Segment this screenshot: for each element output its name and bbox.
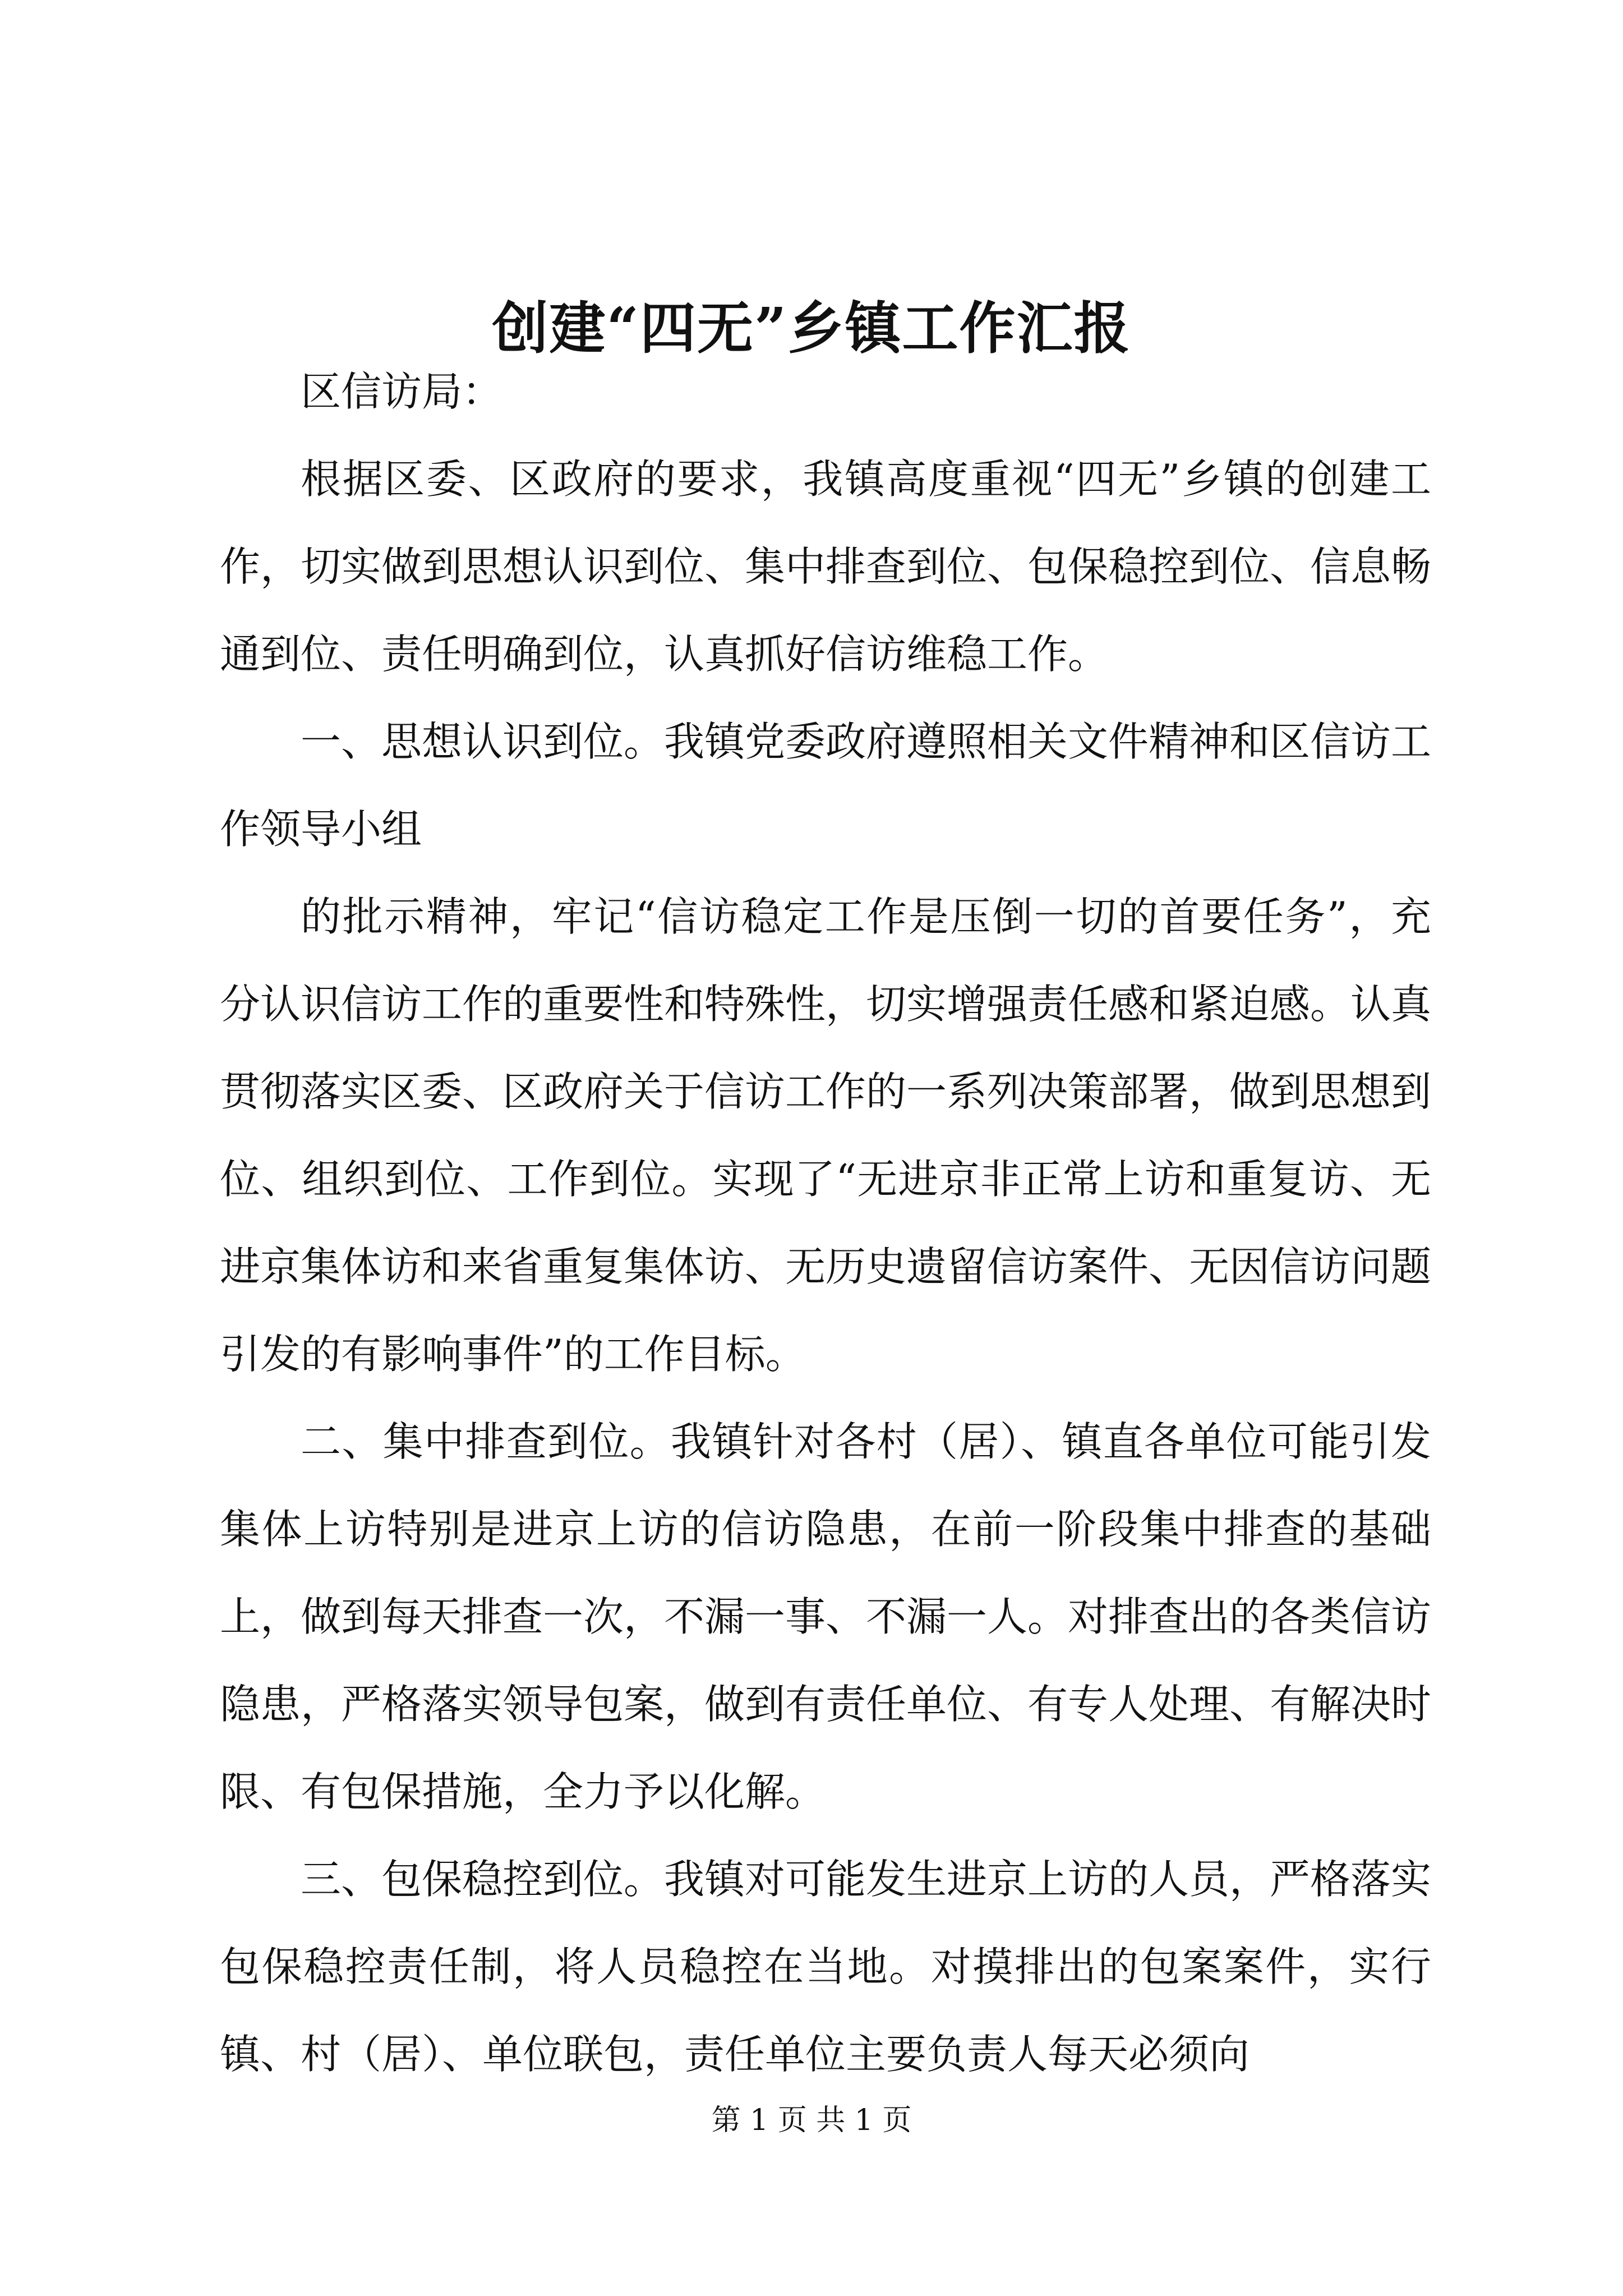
paragraph-intro: 根据区委、区政府的要求，我镇高度重视“四无”乡镇的创建工作，切实做到思想认识到位、集中排查到位、包保稳控到位、信息畅通到位、责任明确到位，认真抓好信访维稳工作。 — [220, 455, 1432, 678]
paragraph-section-1-continued: 的批示精神，牢记“信访稳定工作是压倒一切的首要任务”，充分认识信访工作的重要性和特殊性，切实增强责任感和紧迫感。认真贯彻落实区委、区政府关于信访工作的一系列决策部署，做到思想到位、组织到位、工作到位。实现了“无进京非正常上访和重复访、无进京集体访和来省重复集体访、无历史遗留信访案件、无因信访问题引发的有影响事件”的工作目标。 — [220, 893, 1432, 1378]
paragraph-section-2: 二、集中排查到位。我镇针对各村（居）、镇直各单位可能引发集体上访特别是进京上访的信访隐患，在前一阶段集中排查的基础上，做到每天排查一次，不漏一事、不漏一人。对排查出的各类信访隐患，严格落实领导包案，做到有责任单位、有专人处理、有解决时限、有包保措施，全力予以化解。 — [220, 1418, 1432, 1815]
paragraph-section-1: 一、思想认识到位。我镇党委政府遵照相关文件精神和区信访工作领导小组 — [220, 718, 1432, 853]
paragraph-section-3: 三、包保稳控到位。我镇对可能发生进京上访的人员，严格落实包保稳控责任制，将人员稳控在当地。对摸排出的包案案件，实行镇、村（居）、单位联包，责任单位主要负责人每天必须向 — [220, 1856, 1432, 2078]
salutation: 区信访局： — [301, 368, 503, 415]
page-footer: 第 1 页 共 1 页 — [711, 2104, 912, 2137]
document-body — [220, 348, 1431, 2098]
document-title: 创建“四无”乡镇工作汇报 — [492, 295, 1131, 361]
